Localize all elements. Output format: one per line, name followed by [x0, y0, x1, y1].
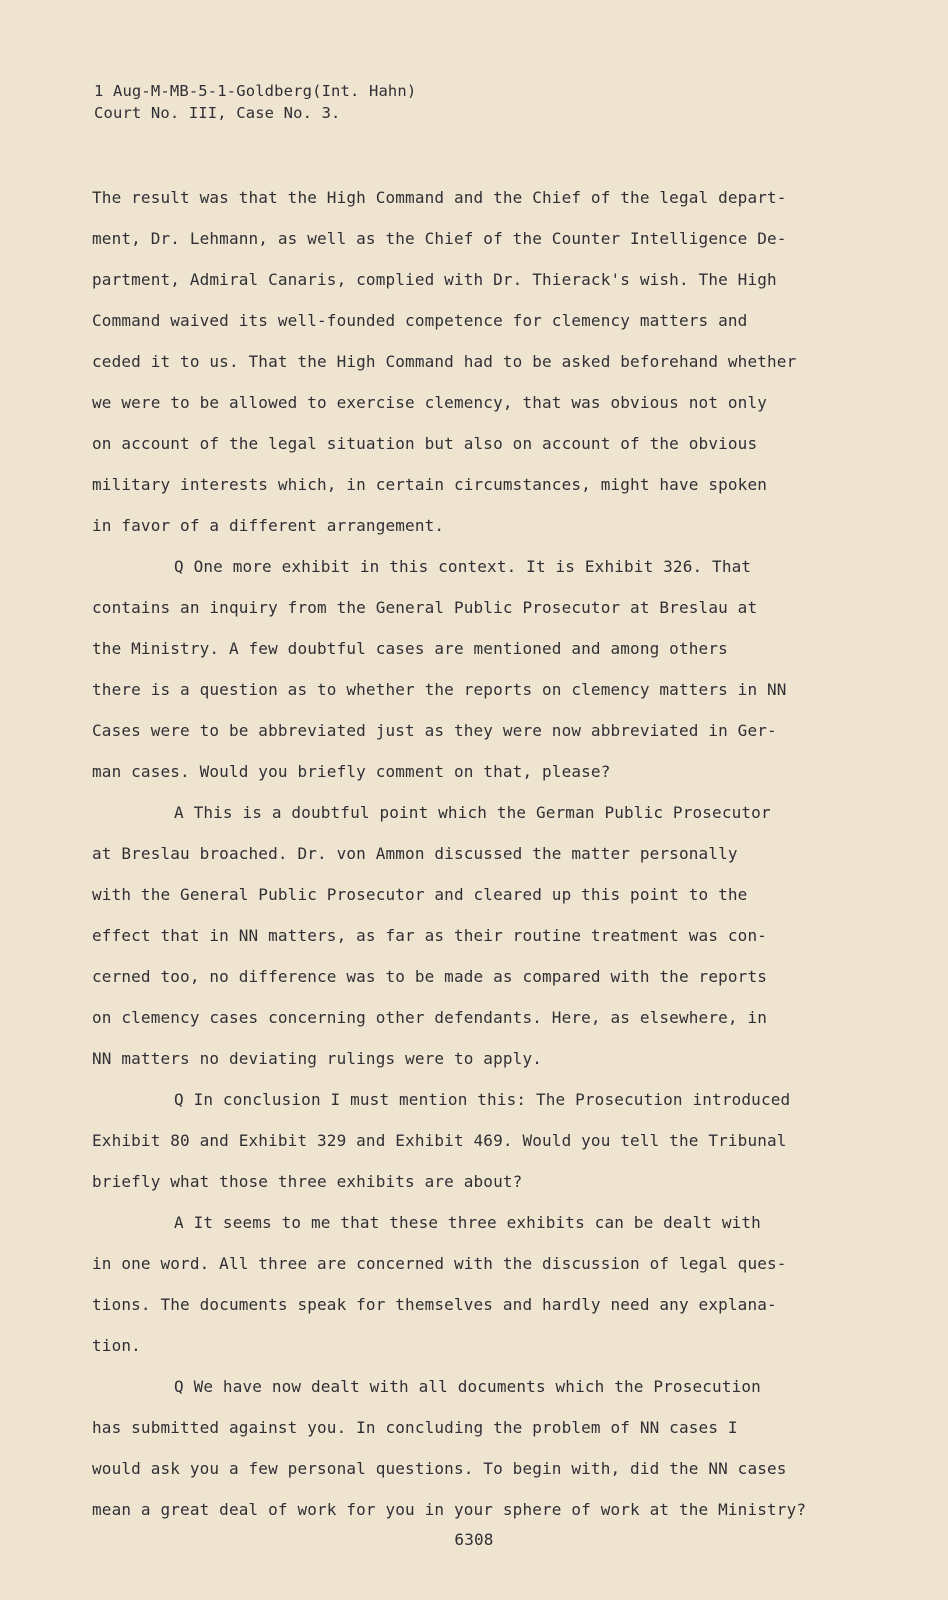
text-line: briefly what those three exhibits are about? [92, 1172, 523, 1191]
document-header [94, 80, 416, 124]
text-line: A It seems to me that these three exhibits can be dealt with [174, 1213, 761, 1232]
text-line: mean a great deal of work for you in your sphere of work at the Ministry? [92, 1500, 807, 1519]
text-line: tions. The documents speak for themselves and hardly need any explana- [92, 1295, 777, 1314]
text-line: on clemency cases concerning other defendants. Here, as elsewhere, in [92, 1008, 768, 1027]
text-line: man cases. Would you briefly comment on that, please? [92, 762, 611, 781]
text-line: there is a question as to whether the reports on clemency matters in NN [92, 680, 787, 699]
header-case-line: Court No. III, Case No. 3. [94, 104, 341, 122]
paragraph-question-exhibit-326 [92, 546, 862, 792]
text-line: A This is a doubtful point which the German Public Prosecutor [174, 803, 771, 822]
paragraph-question-three-exhibits [92, 1079, 862, 1202]
text-line: Q We have now dealt with all documents which the Prosecution [174, 1377, 761, 1396]
text-line: with the General Public Prosecutor and cleared up this point to the [92, 885, 748, 904]
paragraph-answer-legal-questions [92, 1202, 862, 1366]
text-line: Cases were to be abbreviated just as they were now abbreviated in Ger- [92, 721, 777, 740]
text-line: on account of the legal situation but also on account of the obvious [92, 434, 758, 453]
paragraph-question-personal [92, 1366, 862, 1530]
text-line: in one word. All three are concerned with the discussion of legal ques- [92, 1254, 787, 1273]
text-line: Command waived its well-founded competence for clemency matters and [92, 311, 748, 330]
text-line: ment, Dr. Lehmann, as well as the Chief of the Counter Intelligence De- [92, 229, 787, 248]
text-line: Q In conclusion I must mention this: The Prosecution introduced [174, 1090, 791, 1109]
text-line: in favor of a different arrangement. [92, 516, 445, 535]
text-line: the Ministry. A few doubtful cases are mentioned and among others [92, 639, 728, 658]
text-line: NN matters no deviating rulings were to apply. [92, 1049, 543, 1068]
paragraph-answer-breslau [92, 792, 862, 1079]
text-line: partment, Admiral Canaris, complied with Dr. Thierack's wish. The High [92, 270, 777, 289]
transcript-body [92, 177, 862, 1530]
text-line: contains an inquiry from the General Public Prosecutor at Breslau at [92, 598, 758, 617]
text-line: we were to be allowed to exercise clemency, that was obvious not only [92, 393, 768, 412]
paragraph-testimony-1 [92, 177, 862, 546]
page-number: 6308 [454, 1530, 494, 1549]
text-line: The result was that the High Command and the Chief of the legal depart- [92, 188, 787, 207]
text-line: would ask you a few personal questions. To begin with, did the NN cases [92, 1459, 787, 1478]
text-line: at Breslau broached. Dr. von Ammon discussed the matter personally [92, 844, 738, 863]
text-line: Exhibit 80 and Exhibit 329 and Exhibit 469. Would you tell the Tribunal [92, 1131, 787, 1150]
text-line: has submitted against you. In concluding the problem of NN cases I [92, 1418, 738, 1437]
text-line: ceded it to us. That the High Command had to be asked beforehand whether [92, 352, 797, 371]
text-line: tion. [92, 1336, 141, 1355]
header-session-line: 1 Aug-M-MB-5-1-Goldberg(Int. Hahn) [94, 82, 417, 100]
text-line: effect that in NN matters, as far as their routine treatment was con- [92, 926, 768, 945]
text-line: cerned too, no difference was to be made as compared with the reports [92, 967, 768, 986]
text-line: military interests which, in certain circumstances, might have spoken [92, 475, 768, 494]
text-line: Q One more exhibit in this context. It is Exhibit 326. That [174, 557, 752, 576]
